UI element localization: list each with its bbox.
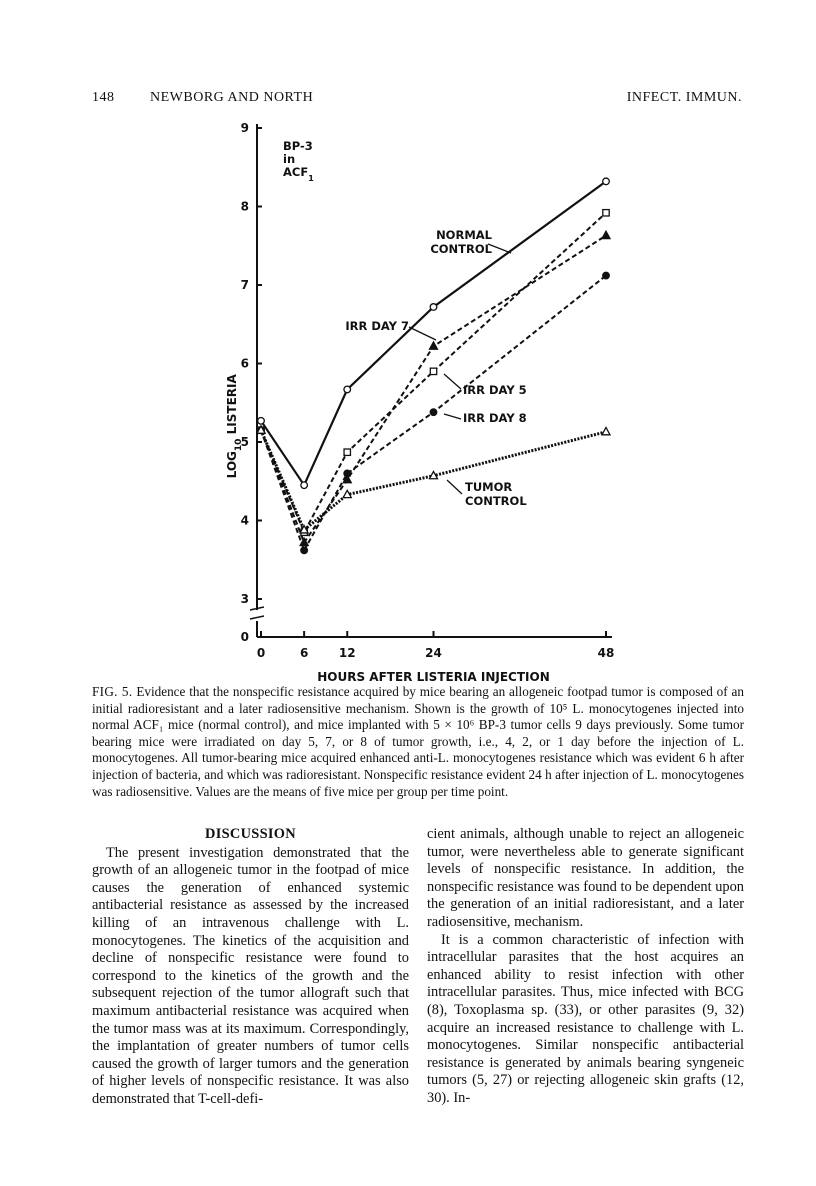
series-label-irr-day-8: IRR DAY 8 [463,411,527,425]
series-label-tumor-control: CONTROL [465,494,527,508]
series-label-irr-day-7: IRR DAY 7 [345,319,409,333]
data-point-irr-day-5 [430,368,436,374]
x-tick-label: 48 [597,646,615,660]
y-tick-label: 9 [240,121,249,135]
running-authors: NEWBORG AND NORTH [150,90,314,105]
data-point-normal-control [301,482,308,489]
page-number: 148 [92,90,115,105]
series-leader-irr-day-8 [444,414,461,419]
series-label-tumor-control: TUMOR [465,480,513,494]
discussion-paragraph-2: It is a common characteristic of infection with intracellular parasites that the host acquires an enhanced ability to resist infection with other intracellular parasites. Thus, mice infected with BCG (8), Toxoplasma sp. (33), or other parasites (9, 32) acquire an increased resistance to challenge with L. monocytogenes. Similar nonspecific antibacterial resistance is generated by animals bearing syngeneic tumors (5, 27) or rejecting allogeneic skin grafts (12, 30). In- [427,931,744,1106]
x-axis-title: HOURS AFTER LISTERIA INJECTION [317,670,550,684]
chart-annotation-line: BP-3 [283,139,313,153]
data-point-normal-control [603,178,610,185]
y-tick-label: 5 [240,435,249,449]
series-label-irr-day-5: IRR DAY 5 [463,383,527,397]
data-point-irr-day-8 [344,470,351,477]
series-leader-irr-day-5 [444,374,461,389]
chart-axes [225,121,614,684]
data-point-irr-day-7 [602,231,610,238]
journal-name: INFECT. IMMUN. [626,90,742,105]
y-axis-title: $LOG_{10}$ LISTERIA [225,374,244,479]
y-tick-label: 8 [240,199,249,214]
data-point-irr-day-7 [430,342,438,349]
y-tick-label: 7 [240,278,249,292]
text-column-right [427,826,744,1108]
y-tick-label: 3 [240,592,249,606]
x-tick-label: 0 [256,646,266,660]
figure-5-chart [0,110,816,685]
text-column-left [92,826,409,1109]
data-point-tumor-control [602,427,610,434]
x-tick-label: 24 [425,646,442,660]
data-point-irr-day-5 [603,210,609,216]
y-tick-label: 6 [240,356,249,371]
axis-break-mark [250,616,264,619]
discussion-paragraph-1: The present investigation demonstrated that the growth of an allogeneic tumor in the footpad of mice causes the generation of enhanced systemic antibacterial resistance as assessed by the increased killing of an intravenous challenge with L. monocytogenes. The kinetics of the acquisition and decline of nonspecific resistance were found to correspond to the kinetics of the growth and the subsequent rejection of the tumor allograft such that maximum antibacterial resistance was acquired when the tumor mass was at its maximum. Correspondingly, the implantation of greater numbers of tumor cells caused the growth of larger tumors and the generation of higher levels of nonspecific resistance. It was also demonstrated that T-cell-defi- [92,844,409,1107]
data-point-irr-day-8 [430,409,437,416]
chart-series [257,178,610,554]
data-point-normal-control [430,304,437,311]
data-point-normal-control [344,386,351,393]
series-line-normal-control [261,181,606,485]
data-point-normal-control [258,418,265,425]
series-label-normal-control: NORMAL [436,228,492,242]
x-tick-label: 12 [338,646,356,660]
y-tick-label: 0 [240,630,249,644]
discussion-paragraph-1-continued: cient animals, although unable to reject an allogeneic tumor, were nevertheless able to generate significant levels of nonspecific resistance. In addition, the nonspecific resistance was found to be dependent upon the generation of an initial radioresistant, and a later radiosensitive, mechanism. [427,826,744,930]
chart-annotation-line: in [283,152,296,166]
series-line-irr-day-7 [261,236,606,543]
data-point-irr-day-8 [301,547,308,554]
x-tick-label: 6 [299,646,309,660]
series-leader-irr-day-7 [409,327,436,340]
series-label-normal-control: CONTROL [430,242,492,256]
data-point-irr-day-8 [603,272,610,279]
chart-annotation-line: $ACF_1$ [283,165,314,183]
y-tick-label: 4 [240,513,249,528]
data-point-irr-day-5 [344,449,350,455]
page-header [92,90,742,112]
figure-caption-label: FIG. 5. [92,684,133,699]
section-heading: DISCUSSION [205,826,296,842]
series-leader-tumor-control [447,480,462,494]
figure-caption-text: Evidence that the nonspecific resistance acquired by mice bearing an allogeneic footpad tumor is composed of an initial radioresistant and a later radiosensitive mechanism. Shown is the growth of 10⁵ L. monocytogenes injected into normal ACF₁ mice (normal control), and mice implanted with 5 × 10⁶ BP-3 tumor cells 9 days previously. Some tumor bearing mice were irradiated on day 5, 7, or 8 of tumor growth, i.e., 4, 2, or 1 day before the injection of L. monocytogenes. All tumor-bearing mice acquired enhanced anti-L. monocytogenes resistance which was evident 6 h after injection of bacteria, and which was radioresistant. Nonspecific resistance evident 24 h after injection of L. monocytogenes was radiosensitive. Values are the means of five mice per group per time point. [92,684,744,799]
figure-caption [92,684,744,800]
